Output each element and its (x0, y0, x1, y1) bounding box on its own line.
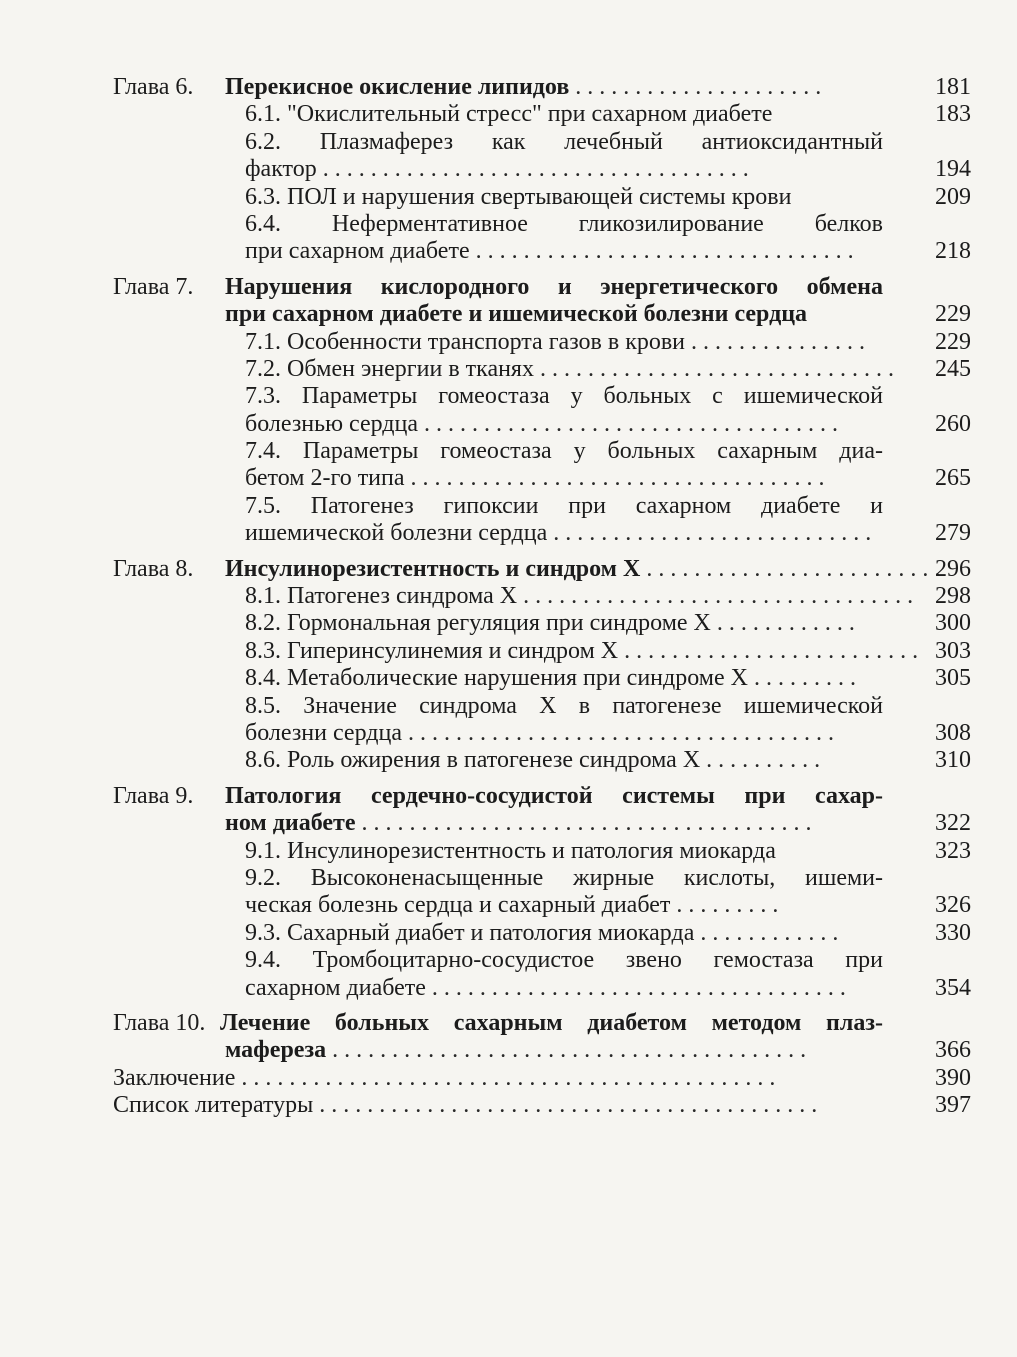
dot-leader: . . . . . . . . . . . . . . . . . . . . . . . . . (640, 555, 941, 582)
chapter-title-cont: мафереза (225, 1037, 327, 1064)
dot-leader: . . . . . . . . . . . . . . . . . . . . . . . . . . . . . . . . . (517, 583, 914, 610)
chapter-label: Глава 8. (113, 555, 194, 582)
item-title-cont: сахарном диабете (245, 974, 426, 1001)
toc-conclusion (113, 1065, 971, 1092)
item-title-cont: болезнью сердца (245, 410, 419, 437)
item-title-cont: при сахарном диабете (245, 238, 470, 265)
dot-leader: . . . . . . . . . . . . . . . (685, 328, 866, 355)
page-number: 183 (935, 101, 971, 128)
page-number: 322 (935, 810, 971, 837)
toc-chapter-10 (113, 1010, 971, 1037)
toc-item (113, 493, 971, 520)
toc-item-cont (113, 238, 971, 265)
item-title-cont: фактор (245, 156, 317, 183)
dot-leader: . . . . . . . . . . (700, 747, 821, 774)
toc-item (113, 865, 971, 892)
page-number: 279 (935, 520, 971, 547)
toc-item (113, 438, 971, 465)
dot-leader: . . . . . . . . . . . . . . . . . . . . . . . . . . . . . . . . . . . . . . (355, 810, 812, 837)
toc-item-cont (113, 975, 971, 1002)
page-number: 308 (935, 719, 971, 746)
dot-leader: . . . . . . . . . . . . . . . . . . . . . . . . . . . . . . . . . . . (418, 410, 839, 437)
toc-item (113, 356, 971, 383)
page-number: 229 (935, 328, 971, 355)
chapter-label: Глава 9. (113, 782, 194, 809)
dot-leader: . . . . . . . . . . . . . . . . . . . . . . . . . (618, 637, 919, 664)
toc-item-cont (113, 720, 971, 747)
toc-item-cont (113, 411, 971, 438)
toc-item-cont (113, 520, 971, 547)
item-title: 8.3. Гиперинсулинемия и синдром Х (245, 637, 619, 664)
chapter-label: Глава 10. (113, 1009, 206, 1036)
item-title: 7.2. Обмен энергии в тканях (245, 355, 534, 382)
item-title: 7.4. Параметры гомеостаза у больных сахарным диа- (245, 438, 883, 465)
dot-leader: . . . . . . . . . . . . . . . . . . . . . . . . . . . (547, 520, 872, 547)
item-title: 6.4. Неферментативное гликозилирование белков (245, 210, 883, 237)
chapter-title: Нарушения кислородного и энергетического обмена (225, 273, 883, 300)
dot-leader: . . . . . . . . . . . . . . . . . . . . . . . . . . . . . . . . . . . . . . . . . . (313, 1092, 818, 1119)
item-title: 7.3. Параметры гомеостаза у больных с ишемической (245, 383, 883, 410)
dot-leader: . . . . . . . . . . . . (694, 919, 839, 946)
page-number: 296 (935, 555, 971, 582)
dot-leader: . . . . . . . . . . . . . . . . . . . . . (569, 74, 822, 100)
item-title: 6.1. "Окислительный стресс" при сахарном диабете (245, 101, 773, 128)
toc-chapter-6 (113, 74, 971, 101)
toc-chapter-9-cont (113, 810, 971, 837)
page-number: 194 (935, 156, 971, 183)
toc-item (113, 101, 971, 128)
dot-leader: . . . . . . . . . . . . . . . . . . . . . . . . . . . . . . . . . . . . . . . . . . . . . (235, 1064, 776, 1091)
chapter-label: Глава 6. (113, 74, 194, 100)
page-number: 229 (935, 301, 971, 328)
page-number: 300 (935, 610, 971, 637)
chapter-title: Патология сердечно-сосудистой системы при сахар- (225, 782, 883, 809)
page-number: 245 (935, 355, 971, 382)
toc-item (113, 665, 971, 692)
item-title: 8.4. Метаболические нарушения при синдроме Х (245, 665, 748, 692)
item-title-cont: ишемической болезни сердца (245, 520, 548, 547)
section-title: Список литературы (113, 1092, 314, 1119)
toc-item (113, 693, 971, 720)
chapter-title: Перекисное окисление липидов (225, 74, 570, 100)
item-title: 8.5. Значение синдрома Х в патогенезе ишемической (245, 692, 883, 719)
dot-leader: . . . . . . . . . . . . . . . . . . . . . . . . . . . . . . . . . . . . (316, 156, 749, 183)
item-title: 6.2. Плазмаферез как лечебный антиоксидантный (245, 128, 883, 155)
chapter-title: Инсулинорезистентность и синдром Х (225, 555, 641, 582)
page-number: 326 (935, 892, 971, 919)
page-number: 298 (935, 583, 971, 610)
toc-item (113, 211, 971, 238)
item-title: 6.3. ПОЛ и нарушения свертывающей системы крови (245, 183, 792, 210)
item-title: 9.2. Высоконенасыщенные жирные кислоты, ишеми- (245, 864, 883, 891)
page-number: 305 (935, 665, 971, 692)
page-number: 260 (935, 410, 971, 437)
toc-chapter-7-cont (113, 301, 971, 328)
toc-chapter-9 (113, 783, 971, 810)
dot-leader: . . . . . . . . . . . . . . . . . . . . . . . . . . . . . . . . . . . (425, 974, 846, 1001)
item-title: 8.6. Роль ожирения в патогенезе синдрома Х (245, 747, 701, 774)
item-title: 8.1. Патогенез синдрома Х (245, 583, 518, 610)
item-title: 7.5. Патогенез гипоксии при сахарном диабете и (245, 492, 883, 519)
dot-leader: . . . . . . . . . . . . . . . . . . . . . . . . . . . . . . (533, 355, 894, 382)
toc-chapter-10-cont (113, 1037, 971, 1064)
toc-item-cont (113, 156, 971, 183)
page-number: 397 (935, 1092, 971, 1119)
toc-item (113, 184, 971, 211)
page-number: 209 (935, 183, 971, 210)
toc-item (113, 329, 971, 356)
page-number: 181 (935, 74, 971, 100)
toc-item (113, 947, 971, 974)
item-title-cont: болезни сердца (245, 719, 402, 746)
toc-item (113, 747, 971, 774)
toc-item (113, 610, 971, 637)
dot-leader: . . . . . . . . . . . . (710, 610, 855, 637)
toc-item (113, 583, 971, 610)
chapter-title: Лечение больных сахарным диабетом методом плаз- (220, 1009, 883, 1036)
page-number: 366 (935, 1037, 971, 1064)
page-number: 354 (935, 974, 971, 1001)
page-number: 265 (935, 465, 971, 492)
chapter-title-cont: при сахарном диабете и ишемической болезни сердца (225, 301, 808, 328)
table-of-contents (113, 74, 971, 1119)
page-number: 323 (935, 837, 971, 864)
item-title-cont: бетом 2-го типа (245, 465, 405, 492)
item-title: 8.2. Гормональная регуляция при синдроме Х (245, 610, 711, 637)
chapter-title-cont: ном диабете (225, 810, 356, 837)
toc-item-cont (113, 892, 971, 919)
toc-item (113, 638, 971, 665)
section-title: Заключение (113, 1064, 236, 1091)
item-title: 9.3. Сахарный диабет и патология миокарда (245, 919, 695, 946)
dot-leader: . . . . . . . . . . . . . . . . . . . . . . . . . . . . . . . . . . . (404, 465, 825, 492)
toc-references (113, 1092, 971, 1119)
page-number: 390 (935, 1064, 971, 1091)
toc-chapter-7 (113, 274, 971, 301)
chapter-label: Глава 7. (113, 273, 194, 300)
item-title: 9.1. Инсулинорезистентность и патология миокарда (245, 837, 776, 864)
page-number: 303 (935, 637, 971, 664)
dot-leader: . . . . . . . . . . . . . . . . . . . . . . . . . . . . . . . . . . . . . . . . (326, 1037, 807, 1064)
toc-item (113, 129, 971, 156)
toc-item (113, 383, 971, 410)
dot-leader: . . . . . . . . . (670, 892, 779, 919)
toc-item (113, 920, 971, 947)
page-number: 218 (935, 238, 971, 265)
dot-leader: . . . . . . . . . . . . . . . . . . . . . . . . . . . . . . . . (469, 238, 854, 265)
dot-leader: . . . . . . . . . (747, 665, 856, 692)
dot-leader: . . . . . . . . . . . . . . . . . . . . . . . . . . . . . . . . . . . . (401, 719, 834, 746)
page-number: 330 (935, 919, 971, 946)
toc-chapter-8 (113, 556, 971, 583)
item-title-cont: ческая болезнь сердца и сахарный диабет (245, 892, 671, 919)
item-title: 9.4. Тромбоцитарно-сосудистое звено гемостаза при (245, 947, 883, 974)
toc-item-cont (113, 465, 971, 492)
toc-item (113, 838, 971, 865)
item-title: 7.1. Особенности транспорта газов в крови (245, 328, 686, 355)
page-number: 310 (935, 747, 971, 774)
